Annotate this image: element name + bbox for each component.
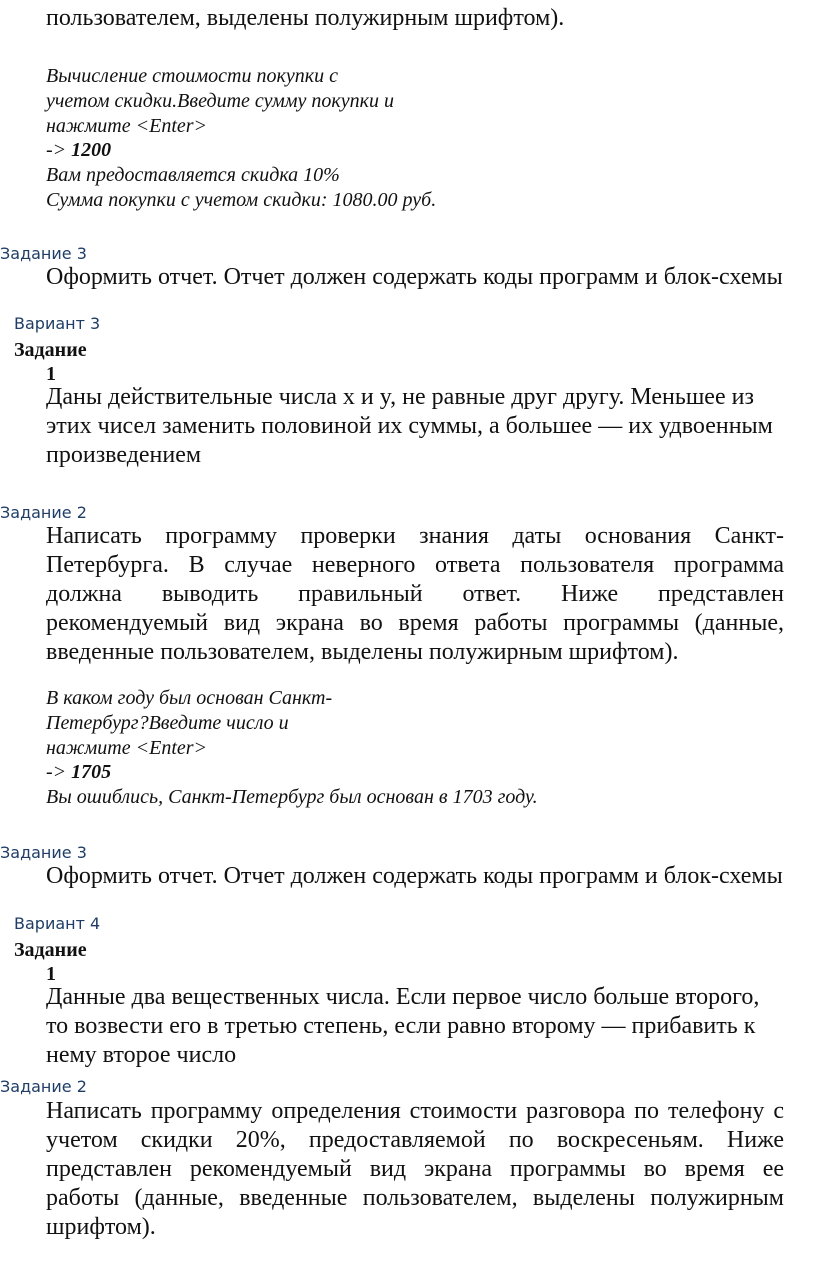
body-text: пользователем, выделены полужирным шрифтом).	[46, 5, 565, 31]
example-line: нажмите <Enter>	[46, 115, 208, 137]
example-line: Вы ошиблись, Санкт-Петербург был основан в 1703 году.	[46, 786, 538, 808]
example-line: Сумма покупки с учетом скидки: 1080.00 руб.	[46, 189, 437, 211]
variant-heading: Вариант 3	[14, 314, 101, 333]
task-label: Задание	[14, 339, 87, 361]
task-number: 1	[46, 363, 56, 385]
body-text: Петербурга. В случае неверного ответа пользователя программа	[46, 552, 784, 578]
example-line: Петербург?Введите число и	[46, 712, 289, 734]
body-text: Оформить отчет. Отчет должен содержать коды программ и блок-схемы	[46, 264, 783, 290]
body-text: Написать программу проверки знания даты основания Санкт-	[46, 523, 784, 549]
section-heading: Задание 3	[0, 843, 87, 862]
section-heading: Задание 2	[0, 503, 87, 522]
user-input: 1200	[71, 139, 112, 161]
task-label: Задание	[14, 939, 87, 961]
body-text: нему второе число	[46, 1042, 237, 1068]
section-heading: Задание 3	[0, 244, 87, 263]
body-text: работы (данные, введенные пользователем, выделены полужирным	[46, 1185, 784, 1211]
task-number: 1	[46, 963, 56, 985]
prompt-arrow: ->	[46, 761, 67, 783]
example-line: В каком году был основан Санкт-	[46, 687, 333, 709]
body-text: произведением	[46, 442, 202, 468]
example-line: учетом скидки.Введите сумму покупки и	[46, 90, 395, 112]
body-text: представлен рекомендуемый вид экрана программы во время ее	[46, 1156, 784, 1182]
body-text: Написать программу определения стоимости разговора по телефону с	[46, 1098, 784, 1124]
body-text: Оформить отчет. Отчет должен содержать коды программ и блок-схемы	[46, 863, 783, 889]
body-text: Даны действительные числа x и y, не равные друг другу. Меньшее из	[46, 384, 754, 410]
user-input: 1705	[71, 761, 112, 783]
variant-heading: Вариант 4	[14, 914, 101, 933]
section-heading: Задание 2	[0, 1077, 87, 1096]
example-input-line	[46, 138, 111, 163]
body-text: этих чисел заменить половиной их суммы, а большее — их удвоенным	[46, 413, 773, 439]
example-input-line	[46, 760, 111, 785]
example-line: Вычисление стоимости покупки с	[46, 65, 338, 87]
body-text: должна выводить правильный ответ. Ниже представлен	[46, 581, 784, 607]
example-line: Вам предоставляется скидка 10%	[46, 164, 340, 186]
body-text: Данные два вещественных числа. Если первое число больше второго,	[46, 984, 760, 1010]
body-text: шрифтом).	[46, 1214, 156, 1240]
body-text: рекомендуемый вид экрана во время работы программы (данные,	[46, 610, 784, 636]
prompt-arrow: ->	[46, 139, 67, 161]
body-text: учетом скидки 20%, предоставляемой по воскресеньям. Ниже	[46, 1127, 784, 1153]
body-text: то возвести его в третью степень, если равно второму — прибавить к	[46, 1013, 756, 1039]
body-text: введенные пользователем, выделены полужирным шрифтом).	[46, 639, 679, 665]
example-line: нажмите <Enter>	[46, 737, 208, 759]
